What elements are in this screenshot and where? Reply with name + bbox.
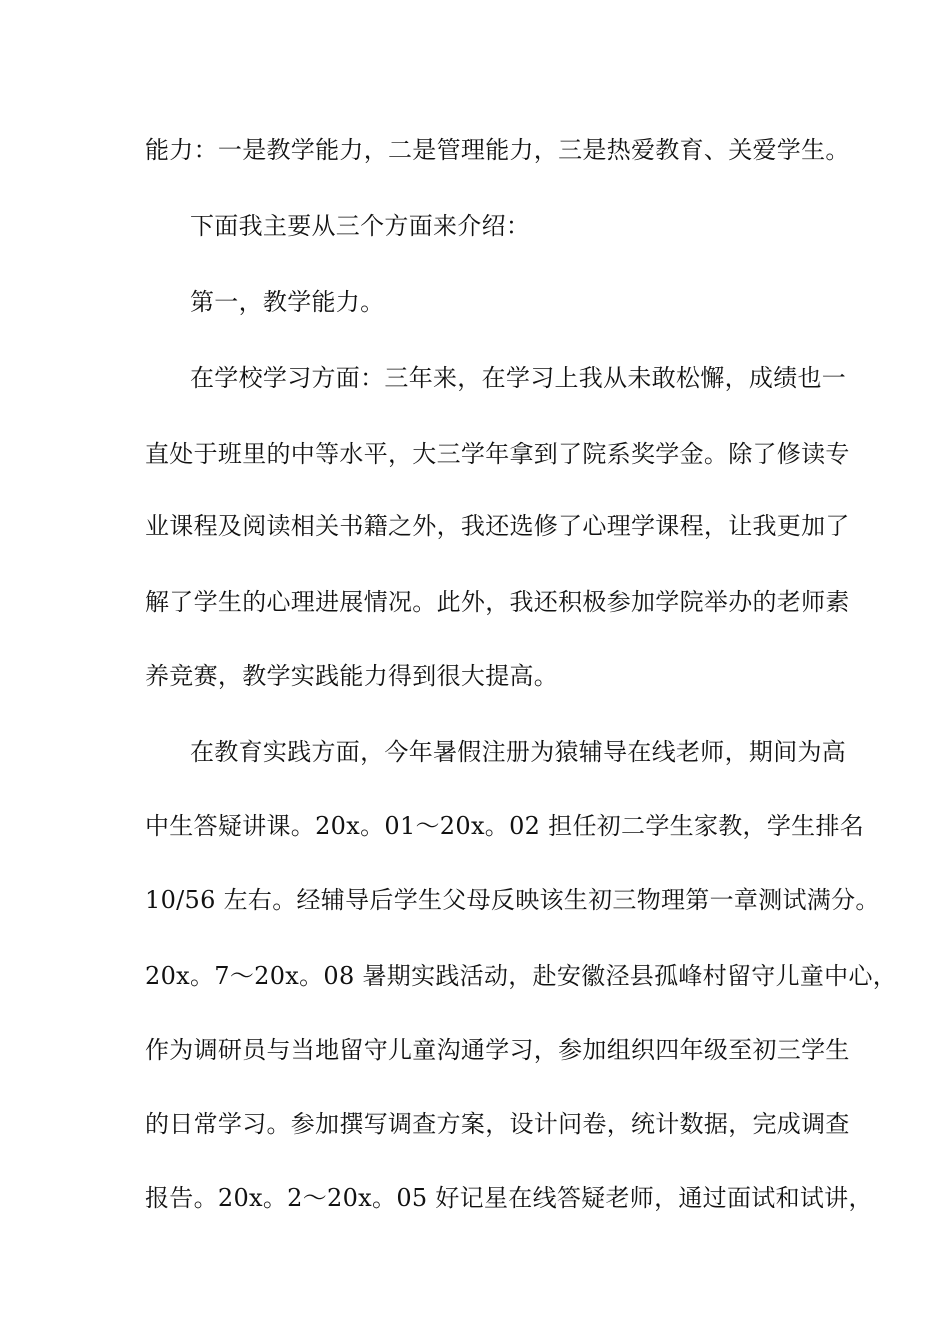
text-line-13: 作为调研员与当地留守儿童沟通学习，参加组织四年级至初三学生: [145, 1036, 850, 1064]
text-line-1: 能力：一是教学能力，二是管理能力，三是热爱教育、关爱学生。: [145, 136, 850, 164]
text-line-7: 解了学生的心理进展情况。此外，我还积极参加学院举办的老师素: [145, 588, 850, 616]
text-line-10: 中生答疑讲课。20x。01～20x。02 担任初二学生家教，学生排名: [145, 812, 865, 840]
text-line-4: 在学校学习方面：三年来，在学习上我从未敢松懈，成绩也一: [190, 364, 847, 392]
text-line-5: 直处于班里的中等水平，大三学年拿到了院系奖学金。除了修读专: [145, 440, 850, 468]
text-line-6: 业课程及阅读相关书籍之外，我还选修了心理学课程，让我更加了: [145, 512, 850, 540]
text-line-3: 第一，教学能力。: [190, 288, 385, 316]
text-line-11: 10/56 左右。经辅导后学生父母反映该生初三物理第一章测试满分。: [145, 886, 880, 914]
text-line-14: 的日常学习。参加撰写调查方案，设计问卷，统计数据，完成调查: [145, 1110, 850, 1138]
text-line-8: 养竞赛，教学实践能力得到很大提高。: [145, 662, 559, 690]
text-line-2: 下面我主要从三个方面来介绍：: [190, 212, 531, 240]
text-line-15: 报告。20x。2～20x。05 好记星在线答疑老师，通过面试和试讲，: [145, 1184, 873, 1212]
text-line-9: 在教育实践方面，今年暑假注册为猿辅导在线老师，期间为高: [190, 738, 847, 766]
text-line-12: 20x。7～20x。08 暑期实践活动，赴安徽泾县孤峰村留守儿童中心，: [145, 962, 898, 990]
